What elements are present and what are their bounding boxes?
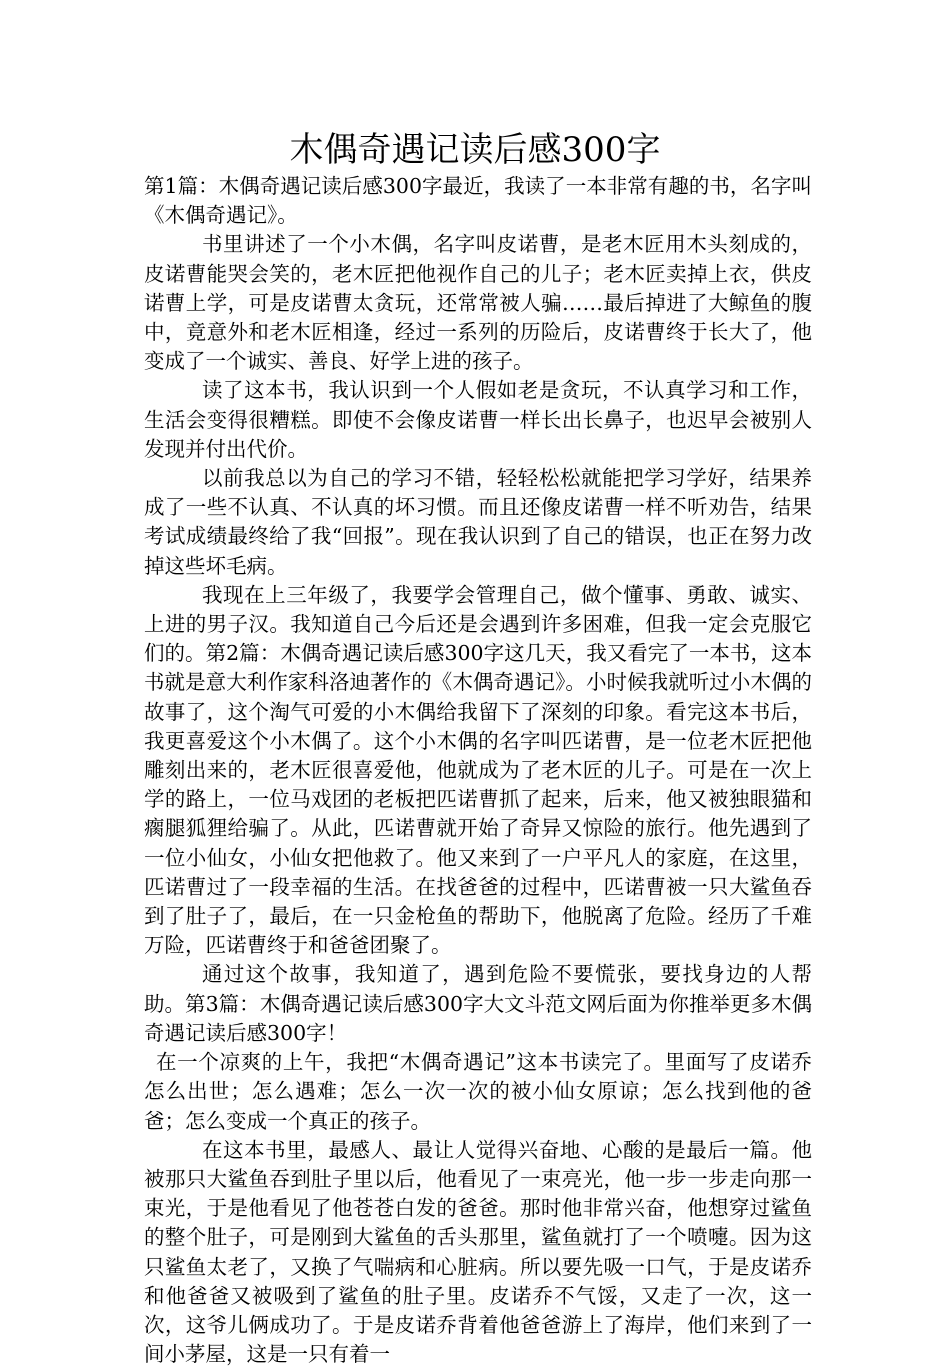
paragraph-6: 通过这个故事，我知道了，遇到危险不要慌张，要找身边的人帮助。第3篇：木偶奇遇记读后感300字大文斗范文网后面为你推举更多木偶奇遇记读后感300字！ <box>144 962 812 1045</box>
paragraph-4: 以前我总以为自己的学习不错，轻轻松松就能把学习学好，结果养成了一些不认真、不认真的坏习惯。而且还像皮诺曹一样不听劝告，结果考试成绩最终给了我“回报”。现在我认识到了自己的错误，也正在努力改掉这些坏毛病。 <box>144 466 812 578</box>
paragraph-7: 在一个凉爽的上午，我把“木偶奇遇记”这本书读完了。里面写了皮诺乔怎么出世；怎么遇难；怎么一次一次的被小仙女原谅；怎么找到他的爸爸；怎么变成一个真正的孩子。 <box>144 1050 812 1133</box>
document-body <box>144 172 812 1369</box>
paragraph-3: 读了这本书，我认识到一个人假如老是贪玩，不认真学习和工作，生活会变得很糟糕。即使不会像皮诺曹一样长出长鼻子，也迟早会被别人发现并付出代价。 <box>144 378 812 461</box>
paragraph-8: 在这本书里，最感人、最让人觉得兴奋地、心酸的是最后一篇。他被那只大鲨鱼吞到肚子里以后，他看见了一束亮光，他一步一步走向那一束光，于是他看见了他苍苍白发的爸爸。那时他非常兴奋，他想穿过鲨鱼的整个肚子，可是刚到大鲨鱼的舌头那里，鲨鱼就打了一个喷嚏。因为这只鲨鱼太老了，又换了气喘病和心脏病。所以要先吸一口气，于是皮诺乔和他爸爸又被吸到了鲨鱼的肚子里。皮诺乔不气馁，又走了一次，这一次，这爷儿俩成功了。于是皮诺乔背着他爸爸游上了海岸，他们来到了一间小茅屋，这是一只有着一 <box>144 1137 812 1367</box>
paragraph-1: 第1篇：木偶奇遇记读后感300字最近，我读了一本非常有趣的书，名字叫《木偶奇遇记》。 <box>144 174 812 228</box>
paragraph-5: 我现在上三年级了，我要学会管理自己，做个懂事、勇敢、诚实、上进的男子汉。我知道自己今后还是会遇到许多困难，但我一定会克服它们的。第2篇：木偶奇遇记读后感300字这几天，我又看完了一本书，这本书就是意大利作家科洛迪著作的《木偶奇遇记》。小时候我就听过小木偶的故事了，这个淘气可爱的小木偶给我留下了深刻的印象。看完这本书后，我更喜爱这个小木偶了。这个小木偶的名字叫匹诺曹，是一位老木匠把他雕刻出来的，老木匠很喜爱他，他就成为了老木匠的儿子。可是在一次上学的路上，一位马戏团的老板把匹诺曹抓了起来，后来，他又被独眼猫和瘸腿狐狸给骗了。从此，匹诺曹就开始了奇异又惊险的旅行。他先遇到了一位小仙女，小仙女把他救了。他又来到了一户平凡人的家庭，在这里，匹诺曹过了一段幸福的生活。在找爸爸的过程中，匹诺曹被一只大鲨鱼吞到了肚子了，最后，在一只金枪鱼的帮助下，他脱离了危险。经历了千难万险，匹诺曹终于和爸爸团聚了。 <box>144 582 812 958</box>
document-title: 木偶奇遇记读后感300字 <box>289 130 661 170</box>
paragraph-2: 书里讲述了一个小木偶，名字叫皮诺曹，是老木匠用木头刻成的，皮诺曹能哭会笑的，老木匠把他视作自己的儿子；老木匠卖掉上衣，供皮诺曹上学，可是皮诺曹太贪玩，还常常被人骗……最后掉进了大鲸鱼的腹中，竟意外和老木匠相逢，经过一系列的历险后，皮诺曹终于长大了，他变成了一个诚实、善良、好学上进的孩子。 <box>144 232 812 374</box>
